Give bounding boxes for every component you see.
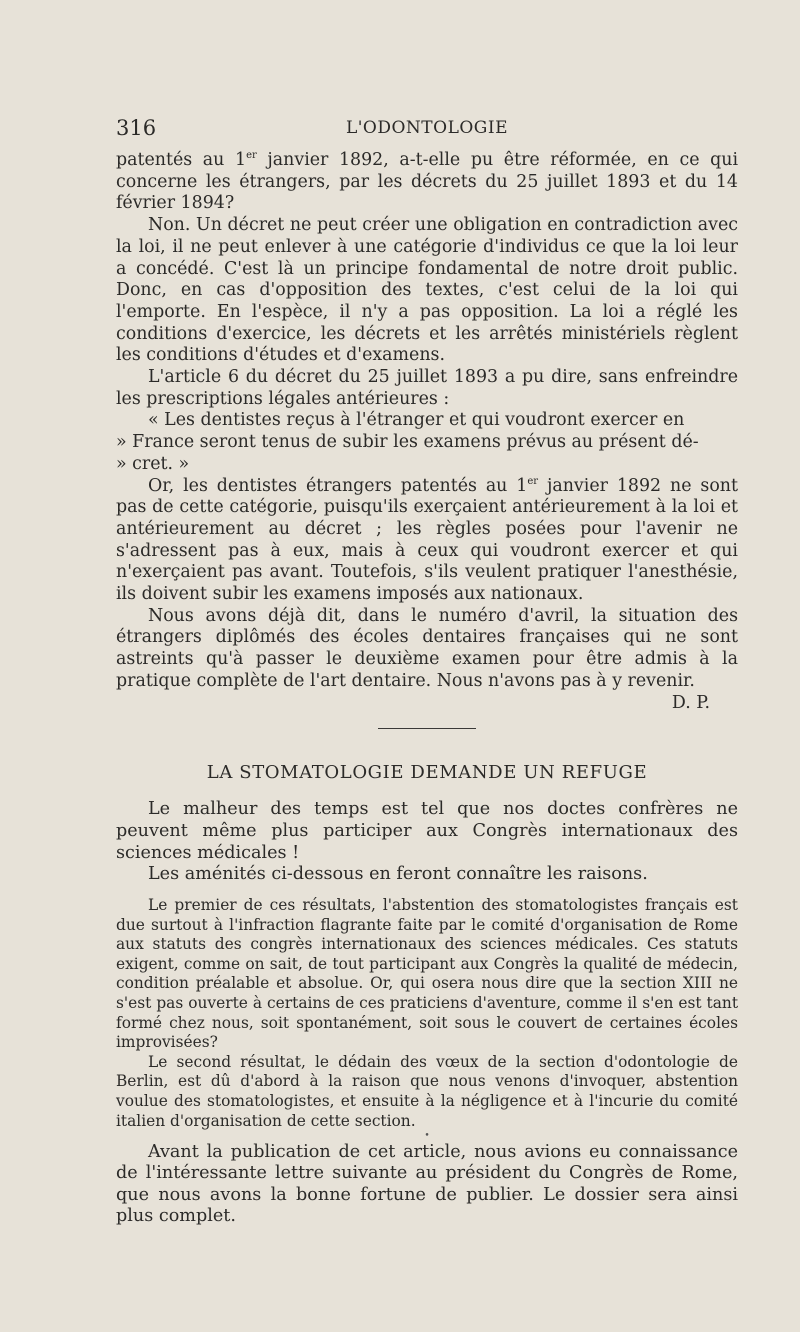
quote-line-2: » France seront tenus de subir les examens prévus au présent dé-: [116, 432, 699, 453]
page-body: [116, 150, 738, 1227]
quoted-paragraph-first-result: Le premier de ces résultats, l'abstention des stomatologistes français est due surtout à l'infraction flagrante faite par le comité d'organisation de Rome aux statuts des congrès internationaux des sciences médicales. Ces statuts exigent, comme on sait, de tout participant aux Congrès la qualité de médecin, condition préalable et absolue. Or, qui osera nous dire que la section XIII ne s'est pas ouverte à certains de ces praticiens d'aventure, comme il s'en est tant formé chez nous, soit spontanément, soit sous le couvert de certaines écoles improvisées?: [116, 896, 738, 1052]
quoted-paragraph-second-result: Le second résultat, le dédain des vœux de la section d'odontologie de Berlin, est dû d'abord à la raison que nous venons d'invoquer, abstention voulue des stomatologistes, et ensuite à la négligence et à l'incurie du comité italien d'organisation de cette section.: [116, 1052, 738, 1130]
running-title: L'ODONTOLOGIE: [345, 118, 509, 138]
quote-line-3: » cret. »: [116, 453, 190, 474]
paragraph-intro: Le malheur des temps est tel que nos doctes confrères ne peuvent même plus participer aux Congrès internationaux des sciences médicales !: [116, 799, 738, 863]
paragraph-decree-argument: Non. Un décret ne peut créer une obligation en contradiction avec la loi, il ne peut enlever à une catégorie d'individus ce que la loi leur a concédé. C'est là un principe fondamental de notre droit public. Donc, en cas d'opposition des textes, c'est celui de la loi qui l'emporte. En l'espèce, il n'y a pas opposition. La loi a réglé les conditions d'exercice, les décrets et les arrêtés ministériels règlent les conditions d'études et d'examens.: [116, 215, 738, 366]
paragraph-article-6: L'article 6 du décret du 25 juillet 1893 a pu dire, sans enfreindre les prescriptions légales antérieures :: [116, 367, 738, 409]
article-title: LA STOMATOLOGIE DEMANDE UN REFUGE: [206, 762, 648, 784]
paragraph-amenities: Les aménités ci-dessous en feront connaître les raisons.: [148, 864, 648, 885]
decorative-mark: •: [424, 1131, 430, 1142]
author-signature: D. P.: [671, 692, 710, 713]
page-header: [116, 116, 738, 140]
paragraph-continuation: patentés au 1er janvier 1892, a-t-elle pu être réformée, en ce qui concerne les étrangers, par les décrets du 25 juillet 1893 et du 14 février 1894?: [116, 150, 739, 214]
paragraph-closing: Avant la publication de cet article, nous avions eu connaissance de l'intéressante lettre suivante au président du Congrès de Rome, que nous avons la bonne fortune de publier. Le dossier sera ainsi plus complet.: [116, 1142, 738, 1226]
paragraph-diplomas: Nous avons déjà dit, dans le numéro d'avril, la situation des étrangers diplômés des écoles dentaires françaises qui ne sont astreints qu'à passer le deuxième examen pour être admis à la pratique complète de l'art dentaire. Nous n'avons pas à y revenir.: [116, 605, 738, 691]
quote-line-1: « Les dentistes reçus à l'étranger et qui voudront exercer en: [148, 410, 685, 431]
paragraph-foreign-dentists: Or, les dentistes étrangers patentés au 1er janvier 1892 ne sont pas de cette catégorie, puisqu'ils exerçaient antérieurement à la loi et antérieurement au décret ; les règles posées pour l'avenir ne s'adressent pas à eux, mais à ceux qui voudront exercer et qui n'exerçaient pas avant. Toutefois, s'ils veulent pratiquer l'anesthésie, ils doivent subir les examens imposés aux nationaux.: [116, 475, 738, 605]
section-divider: [378, 728, 476, 729]
page-number: 316: [116, 116, 157, 140]
